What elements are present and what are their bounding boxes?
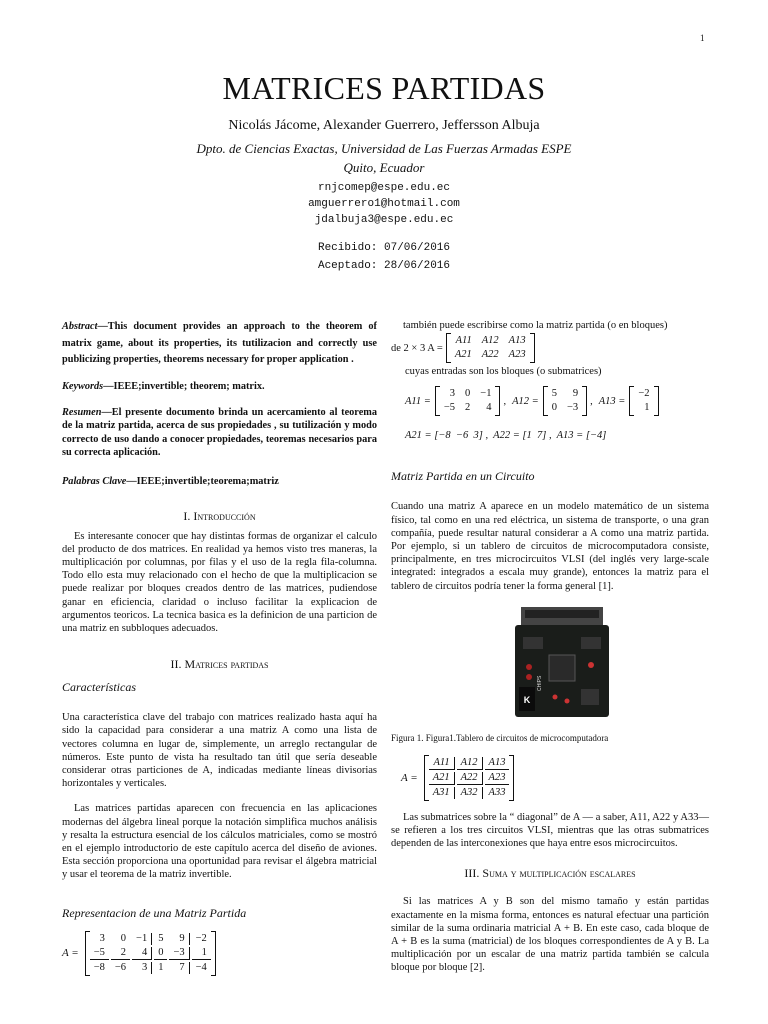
caracteristicas-paragraph-2: Las matrices partidas aparecen con frecuencia en las aplicaciones modernas del álgebra lineal porque la notación simplifica muchos análisis y resalta la estructura esencial de los cálculos matriciales, como se mostró en el ejemplo introductorio de este capítulo acerca del diseño de aviones. Esta sección proporciona una oportunidad para revisar el álgebra matricial y usar el teorema de la matriz invertible.	[62, 803, 377, 881]
A12-cell: 9	[572, 388, 579, 400]
circuit-matrix-label: A =	[401, 771, 418, 784]
block-cell: A21	[454, 349, 472, 361]
matrix-A-label: A =	[62, 947, 79, 960]
A11-row	[440, 388, 496, 400]
circuit-matrix-table	[427, 755, 512, 801]
block-matrix-equation	[391, 333, 709, 363]
block-cell: A12	[481, 335, 499, 347]
A13-cell: 1	[644, 402, 650, 414]
A13-matrix	[629, 386, 658, 416]
block-cell: A23	[508, 349, 526, 361]
block-intro-3: cuyas entradas son los bloques (o submatrices)	[405, 366, 602, 378]
palabras-label: Palabras Clave	[62, 475, 127, 487]
A11-cell: −5	[443, 402, 456, 414]
A11-cell: −1	[480, 388, 492, 400]
left-column	[62, 319, 377, 976]
circuit-row	[429, 787, 510, 799]
page-number: 1	[700, 33, 705, 43]
subsection-circuito: Matriz Partida en un Circuito	[391, 469, 535, 484]
matrix-cell: 2	[111, 947, 130, 960]
abstract-text: —This document provides an approach to the theorem of matrix game, about its properties, its tutilizacion and correctly use publicizing properties, theorems necessary for proper application .	[62, 321, 377, 365]
block-cell: A22	[481, 349, 499, 361]
block-cell: A11	[455, 335, 472, 347]
section-heading-matrices: II. Matrices partidas	[170, 657, 269, 672]
figure-caption: Figura 1. Figura1.Tablero de circuitos de microcomputadora	[391, 732, 609, 743]
circuit-board-image	[515, 607, 609, 717]
circuit-cell: A23	[485, 772, 510, 785]
received-date: Recibido: 07/06/2016	[317, 242, 451, 254]
accepted-date: Aceptado: 28/06/2016	[317, 260, 451, 272]
matrix-cell: 5	[158, 932, 164, 944]
circuit-cell: A22	[457, 772, 483, 785]
A12-table	[546, 386, 584, 416]
circuit-cell: A32	[457, 787, 483, 799]
abstract-label: Abstract	[62, 321, 98, 332]
A12-cell: 5	[551, 388, 557, 400]
partitioned-matrix-A	[85, 931, 216, 976]
matrix-cell: −4	[195, 961, 207, 973]
resumen	[62, 406, 377, 460]
circuit-row	[429, 772, 510, 785]
block-row	[451, 349, 530, 361]
A12-cell: 0	[551, 402, 557, 414]
matrix-cell: −5	[90, 947, 109, 960]
matrix-row	[90, 962, 211, 974]
submatrices-row-1: A11 = 3 0 −1 −5 2 4 , A12 = 5 9 0 −3 , A13 = −2 1	[405, 386, 709, 416]
circuit-cell: A12	[457, 757, 483, 770]
circuit-cell: A13	[485, 757, 510, 770]
circuit-cell: A33	[488, 786, 506, 798]
resumen-text: —El presente documento brinda un acercamiento al teorema de la matriz partida, acerca de sus propiedades , su tutilización y modo correcto de uso dando a conocer propiedades, teoremas necesarios para su correcta aplicación.	[62, 406, 377, 458]
matrix-cell: 1	[192, 947, 211, 960]
dates	[0, 239, 768, 275]
section-heading-suma: III. Suma y multiplicación escalares	[464, 866, 636, 881]
A11-table	[438, 386, 498, 416]
block-cell: A13	[508, 335, 526, 347]
email-1[interactable]: rnjcomep@espe.edu.ec	[317, 182, 451, 194]
A12-row	[548, 402, 582, 414]
chip-label: CHIPS	[537, 675, 543, 691]
matrix-cell: −2	[195, 932, 207, 944]
email-2[interactable]: amguerrero1@hotmail.com	[308, 198, 460, 210]
keywords	[62, 381, 377, 392]
abstract	[62, 319, 377, 369]
matrix-cell: 1	[158, 961, 164, 973]
matrix-cell: 0	[120, 932, 127, 944]
subsection-caracteristicas: Características	[62, 680, 136, 695]
matrix-A-table	[88, 931, 213, 976]
suma-paragraph: Si las matrices A y B son del mismo tamaño y están partidas exactamente en la misma forma, entonces es natural efectuar una partición similar de la suma ordinaria matricial A + B. En este caso, cada bloque de A + B es la suma (matricial) de los bloques correspondientes de A y B. La multiplicación por un escalar de una matriz partida también se calcula bloque por bloque [2].	[391, 896, 709, 974]
resumen-label: Resumen	[62, 406, 102, 418]
matrix-cell: 7	[169, 962, 189, 974]
matrix-cell: −8	[93, 961, 105, 973]
block-matrix	[446, 333, 535, 363]
submatrices-paragraph: Las submatrices sobre la “ diagonal” de A — a saber, A11, A22 y A33— se refieren a los tres circuitos VLSI, mientras que las otras submatrices dependen de las interconexiones que haya entre esos microcircuitos.	[391, 811, 709, 850]
led	[588, 662, 594, 668]
matrix-cell: 3	[99, 932, 105, 944]
led	[526, 664, 532, 670]
email-list	[0, 180, 768, 228]
A11-cell: 0	[465, 388, 471, 400]
circuit-cell: A31	[429, 787, 455, 799]
affiliation-city: Quito, Ecuador	[343, 160, 425, 175]
caracteristicas-paragraph-1: Una característica clave del trabajo con matrices realizado hasta aquí ha sido la capacidad para considerar a una matriz A como una lista de vectores columna en lugar de, simplemente, un arreglo rectangular de números. Este punto de vista ha resultado tan útil que sería deseable considerar otras particiones de A, indicadas mediante líneas divisorias horizontales y verticales.	[62, 712, 377, 790]
connector-slot	[525, 610, 599, 618]
palabras-text: —IEEE;invertible;teorema;matriz	[126, 475, 279, 487]
partitioned-matrix-equation	[62, 931, 377, 976]
subsection-representacion: Representacion de una Matriz Partida	[62, 905, 247, 920]
palabras-clave	[62, 476, 377, 487]
email-3[interactable]: jdalbuja3@espe.edu.ec	[314, 214, 454, 226]
section-heading-intro: I. Introducción	[183, 508, 256, 523]
A12-matrix	[543, 386, 587, 416]
board-chip	[523, 637, 543, 649]
circuit-matrix	[424, 755, 515, 801]
circuit-board-drawing	[515, 607, 609, 717]
A11-cell: 3	[449, 388, 456, 400]
block-intro-1: también puede escribirse como la matriz partida (o en bloques)	[403, 320, 668, 331]
A11-cell: 4	[486, 402, 492, 414]
matrix-row	[90, 947, 211, 960]
affiliation: Dpto. de Ciencias Exactas, Universidad de Las Fuerzas Armadas ESPE	[196, 141, 572, 156]
A12-row	[548, 388, 582, 400]
led	[565, 698, 570, 703]
matrix-cell: −3	[169, 947, 189, 960]
matrix-row	[90, 933, 211, 945]
matrix-cell: 0	[154, 947, 167, 960]
A12-label: A12 =	[512, 395, 539, 407]
A13-table	[632, 386, 655, 416]
A13-row	[634, 402, 653, 414]
circuit-cell: A21	[429, 772, 455, 785]
keywords-text: —IEEE;invertible; theorem; matrix.	[103, 380, 265, 392]
circuit-cell: A11	[429, 757, 455, 770]
A13-cell: −2	[638, 388, 650, 400]
keywords-label: Keywords	[62, 380, 104, 392]
authors: Nicolás Jácome, Alexander Guerrero, Jeffersson Albuja	[228, 118, 540, 133]
circuit-matrix-equation	[401, 755, 709, 801]
A12-cell: −3	[566, 402, 579, 414]
board-logo: K	[523, 694, 531, 705]
block-intro-2: de 2 × 3 A =	[391, 342, 443, 354]
led	[526, 674, 532, 680]
matrix-cell: −1	[132, 933, 152, 945]
A13-row	[634, 388, 653, 400]
A11-cell: 2	[465, 402, 471, 414]
matrix-cell: 9	[169, 933, 189, 945]
circuit-row	[429, 757, 510, 770]
matrix-cell: 4	[132, 947, 152, 960]
A11-row	[440, 402, 496, 414]
intro-paragraph: Es interesante conocer que hay distintas formas de organizar el calculo del producto de dos matrices. En realidad ya hemos visto tres maneras, la multiplicación por columnas, por filas y el uso de la regla fila-columna. Todo ello esta muy relacionado con el hecho de que la multiplicacion se puede realizar por bloques creados dentro de las matrices, pudiendose ganar en eficiencia, claridad o incluso facilitar la explicacion de argumentos teoricos. La tecnica basica es la definicion de una particion de una matriz en subbloques adecuados.	[62, 530, 377, 634]
led	[553, 694, 558, 699]
matrix-cell: −6	[114, 961, 127, 973]
board-chip	[581, 689, 599, 705]
cpu-chip	[549, 655, 575, 681]
A11-matrix	[435, 386, 501, 416]
right-column	[391, 319, 709, 975]
circuito-paragraph: Cuando una matriz A aparece en un modelo matemático de un sistema físico, tal como en una red eléctrica, un sistema de transporte, o una gran compañía, puede resultar natural considerar a A como una matriz partida. Por ejemplo, si un tablero de circuitos de microcomputadora consiste, principalmente, en tres microcircuitos VLSI (del inglés very large-scale integrated: integrados a escala muy grande), entonces la matriz para el tablero de circuitos podría tener la forma general [1].	[391, 501, 709, 592]
matrix-cell: 3	[132, 962, 152, 974]
A11-label: A11 =	[405, 395, 431, 407]
submatrices-row-2: A21 = [−8 −6 3] , A22 = [1 7] , A13 = [−4]	[405, 430, 607, 442]
paper-title: MATRICES PARTIDAS	[222, 70, 546, 106]
board-chip	[581, 637, 601, 649]
A13-label: A13 =	[598, 395, 626, 407]
block-row	[451, 335, 530, 347]
block-matrix-table	[449, 333, 532, 363]
